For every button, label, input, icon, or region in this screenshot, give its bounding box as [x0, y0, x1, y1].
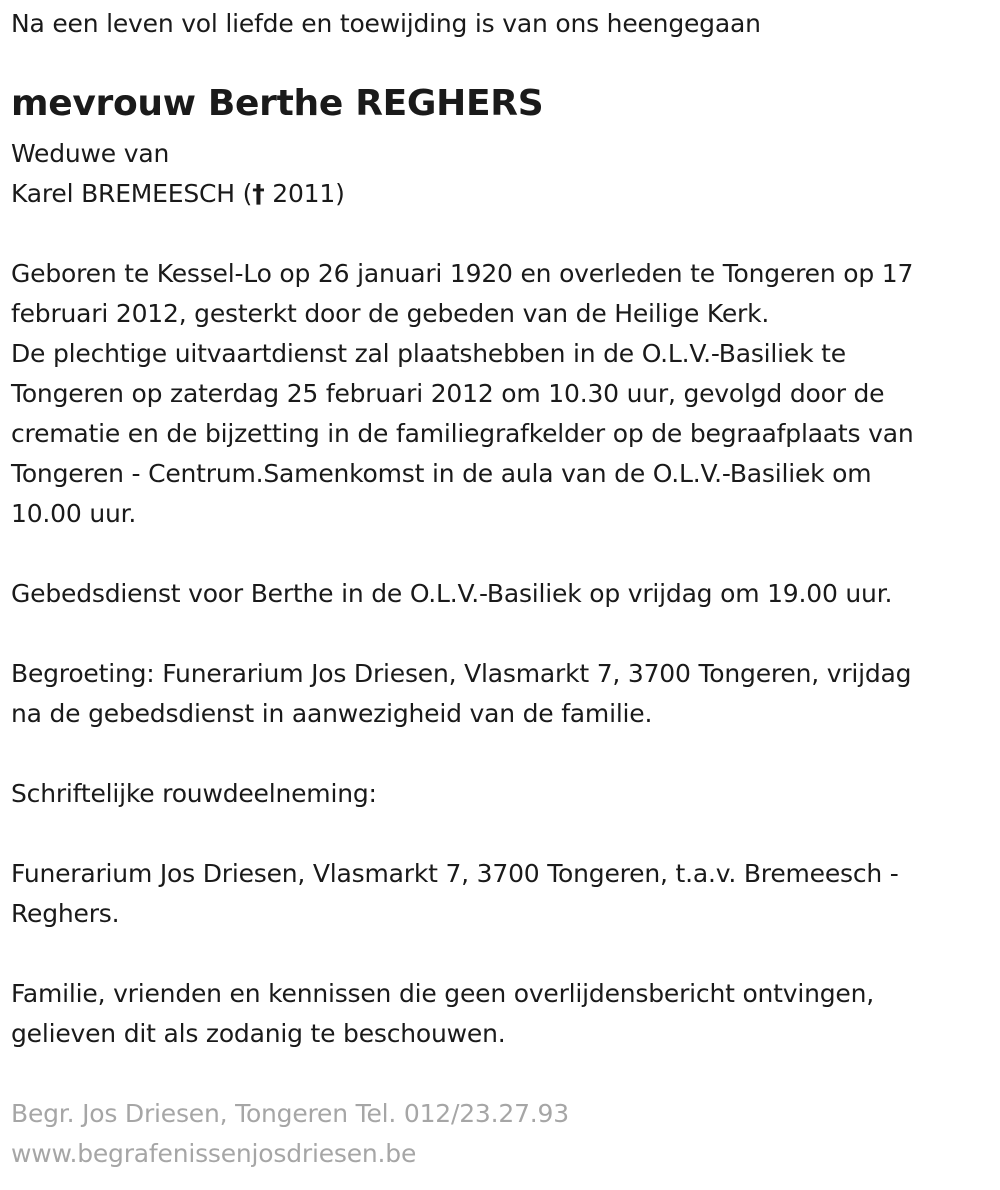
prayer-service-text: Gebedsdienst voor Berthe in de O.L.V.-Basiliek op vrijdag om 19.00 uur. [11, 579, 893, 608]
spouse-line [11, 174, 345, 214]
details-line: De plechtige uitvaartdienst zal plaatshebben in de O.L.V.-Basiliek te [11, 339, 846, 368]
family-note-block [11, 974, 874, 1054]
details-line: Geboren te Kessel-Lo op 26 januari 1920 en overleden te Tongeren op 17 [11, 259, 914, 288]
written-condolence-block [11, 774, 377, 814]
condolence-address-block [11, 854, 899, 934]
written-condolence-label: Schriftelijke rouwdeelneming: [11, 779, 377, 808]
widow-label: Weduwe van [11, 139, 170, 168]
greeting-line: Begroeting: Funerarium Jos Driesen, Vlasmarkt 7, 3700 Tongeren, vrijdag [11, 659, 912, 688]
cross-icon: † [252, 179, 265, 208]
details-line: februari 2012, gesterkt door de gebeden van de Heilige Kerk. [11, 299, 770, 328]
details-line: Tongeren - Centrum.Samenkomst in de aula van de O.L.V.-Basiliek om [11, 459, 872, 488]
details-line: crematie en de bijzetting in de familiegrafkelder op de begraafplaats van [11, 419, 914, 448]
details-block [11, 254, 913, 534]
undertaker-website: www.begrafenissenjosdriesen.be [11, 1139, 417, 1168]
undertaker-contact: Begr. Jos Driesen, Tongeren Tel. 012/23.27.93 [11, 1099, 569, 1128]
spouse-death-year: 2011) [264, 179, 345, 208]
condolence-address-line: Reghers. [11, 899, 120, 928]
details-line: Tongeren op zaterdag 25 februari 2012 om 10.30 uur, gevolgd door de [11, 379, 885, 408]
details-line: 10.00 uur. [11, 499, 137, 528]
prayer-service-block [11, 574, 892, 614]
family-note-line: gelieven dit als zodanig te beschouwen. [11, 1019, 506, 1048]
greeting-line: na de gebedsdienst in aanwezigheid van de familie. [11, 699, 653, 728]
greeting-block [11, 654, 911, 734]
intro-text: Na een leven vol liefde en toewijding is van ons heengegaan [11, 9, 761, 38]
spouse-name: Karel BREMEESCH ( [11, 179, 253, 208]
family-note-line: Familie, vrienden en kennissen die geen overlijdensbericht ontvingen, [11, 979, 875, 1008]
widow-block [11, 134, 345, 214]
condolence-address-line: Funerarium Jos Driesen, Vlasmarkt 7, 3700 Tongeren, t.a.v. Bremeesch - [11, 859, 899, 888]
footer [11, 1094, 569, 1174]
deceased-name: mevrouw Berthe REGHERS [11, 83, 544, 124]
